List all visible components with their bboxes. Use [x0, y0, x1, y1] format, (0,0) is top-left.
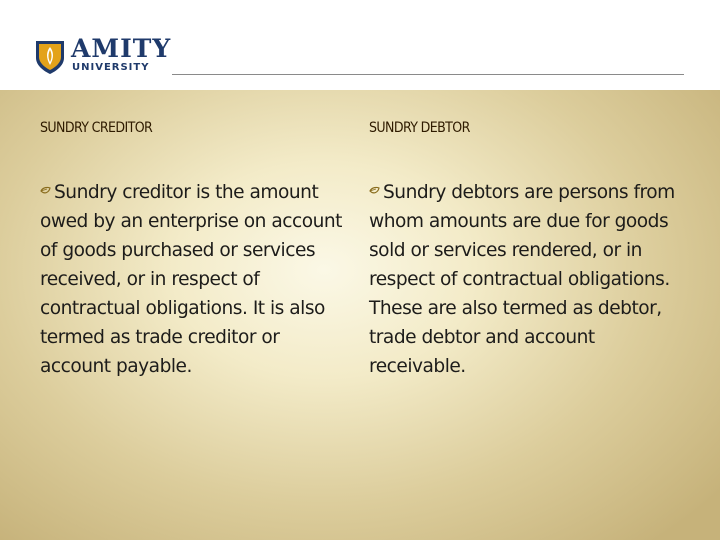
- debtor-heading: SUNDRY DEBTOR: [369, 120, 470, 136]
- slide-header: [0, 0, 720, 90]
- creditor-heading: SUNDRY CREDITOR: [40, 120, 153, 136]
- creditor-definition-text: Sundry creditor is the amount owed by an enterprise on account of goods purchased or services received, or in respect of contractual obligations. It is also termed as trade creditor or account payable.: [40, 182, 342, 377]
- leaf-bullet-icon: [369, 186, 380, 196]
- amity-logo: [33, 34, 172, 78]
- logo-subtitle-text: UNIVERSITY: [72, 62, 150, 73]
- debtor-definition-text: Sundry debtors are persons from whom amounts are due for goods sold or services rendered, or in respect of contractual obligations. These are also termed as debtor, trade debtor and account receivable.: [369, 182, 675, 377]
- creditor-definition: [40, 178, 345, 381]
- slide-content: [0, 90, 720, 540]
- debtor-definition: [369, 178, 684, 381]
- leaf-bullet-icon: [40, 186, 51, 196]
- header-divider: [172, 74, 684, 75]
- logo-name-text: AMITY: [71, 34, 172, 63]
- amity-emblem-icon: [33, 38, 67, 76]
